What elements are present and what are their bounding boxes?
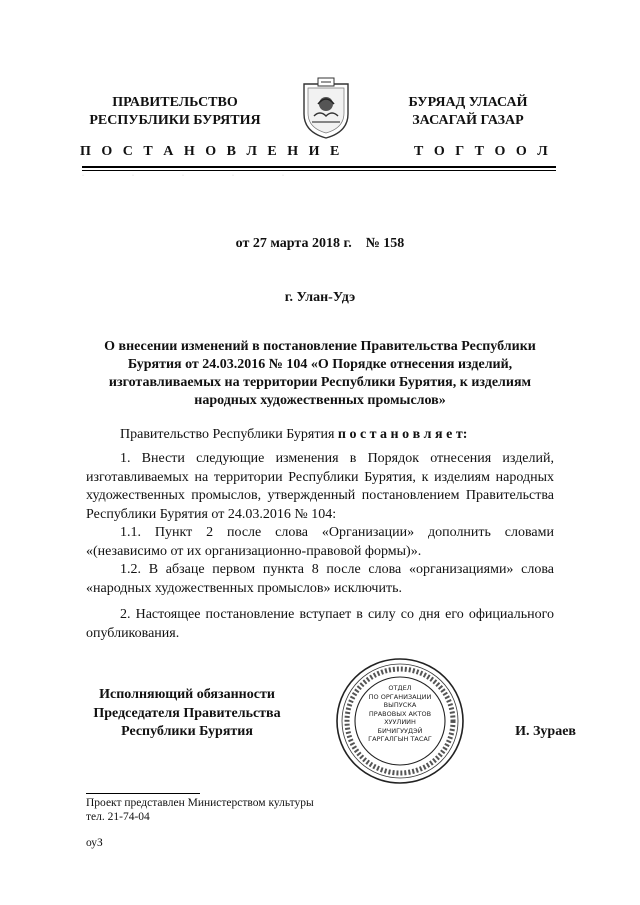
signature-position (76, 686, 298, 742)
footer-rule (86, 793, 200, 794)
header-left-org (80, 94, 270, 130)
footer-line1: Проект представлен Министерством культуры (86, 797, 314, 809)
stamp-text (360, 684, 440, 744)
official-stamp (334, 656, 466, 786)
header-dotted-line: · · · · · (82, 173, 284, 177)
stamp-line4: ПРАВОВЫХ АКТОВ (368, 709, 432, 718)
stamp-line2: ПО ОРГАНИЗАЦИИ (368, 692, 432, 701)
header-rule-thick (82, 166, 556, 168)
stamp-line7: ГАРГАЛГЫН ТАСАГ (368, 735, 432, 743)
footer-line2: тел. 21-74-04 (86, 811, 150, 823)
stamp-line3: ВЫПУСКА (383, 701, 417, 709)
paragraph-1: 1. Внести следующие изменения в Порядок отнесения изделий, изготавливаемых на территории Республики Бурятия, к изделиям народных художественных промыслов, утвержденный постановлением Правительства Республики Бурятия от 24.03.2016 № 104: (86, 451, 554, 522)
doc-type-left: П О С Т А Н О В Л Е Н И Е (80, 144, 343, 159)
signature-line2: Председателя Правительства (93, 705, 281, 721)
coat-of-arms-emblem (298, 76, 354, 140)
signatory-name: И. Зураев (515, 724, 576, 739)
stamp-line5: ХУУЛИИН (384, 718, 416, 726)
doc-date-number: от 27 марта 2018 г. № 158 (235, 236, 405, 251)
preamble-emphasis: п о с т а н о в л я е т: (337, 427, 468, 442)
header-right-line1: БУРЯАД УЛАСАЙ (408, 95, 528, 110)
signature-line3: Республики Бурятия (121, 724, 253, 739)
doc-city: г. Улан-Удэ (284, 290, 356, 305)
header-right-line2: ЗАСАГАЙ ГАЗАР (412, 113, 524, 128)
signature-line1: Исполняющий обязанности (99, 687, 275, 702)
paragraph-1-1: 1.1. Пункт 2 после слова «Организации» дополнить словами «(независимо от их организационно-правовой формы)». (86, 525, 554, 559)
paragraph-1-2: 1.2. В абзаце первом пункта 8 после слова «организациями» слова «народных художественных промыслов» исключить. (86, 562, 554, 596)
preamble (86, 426, 554, 445)
stamp-line1: ОТДЕЛ (388, 684, 412, 692)
header-left-line1: ПРАВИТЕЛЬСТВО (112, 95, 238, 110)
header-left-line2: РЕСПУБЛИКИ БУРЯТИЯ (89, 113, 261, 128)
doc-title: О внесении изменений в постановление Правительства Республики Бурятия от 24.03.2016 № 104 «О Порядке отнесения изделий, изготавливаемых на территории Республики Бурятия, к изделиям народных художественных промыслов» (104, 339, 536, 408)
header-rule-thin (82, 170, 556, 171)
preamble-text: Правительство Республики Бурятия (120, 427, 338, 442)
footer-note (86, 796, 314, 824)
coat-of-arms-icon (298, 76, 354, 140)
stamp-line6: БИЧИГУУДЭЙ (377, 726, 423, 735)
paragraph-2: 2. Настоящее постановление вступает в силу со дня его официального опубликования. (86, 607, 554, 641)
header-right-org (388, 94, 548, 130)
doc-type-right: Т О Г Т О О Л (414, 144, 552, 159)
footer-code: оуЗ (86, 837, 103, 849)
